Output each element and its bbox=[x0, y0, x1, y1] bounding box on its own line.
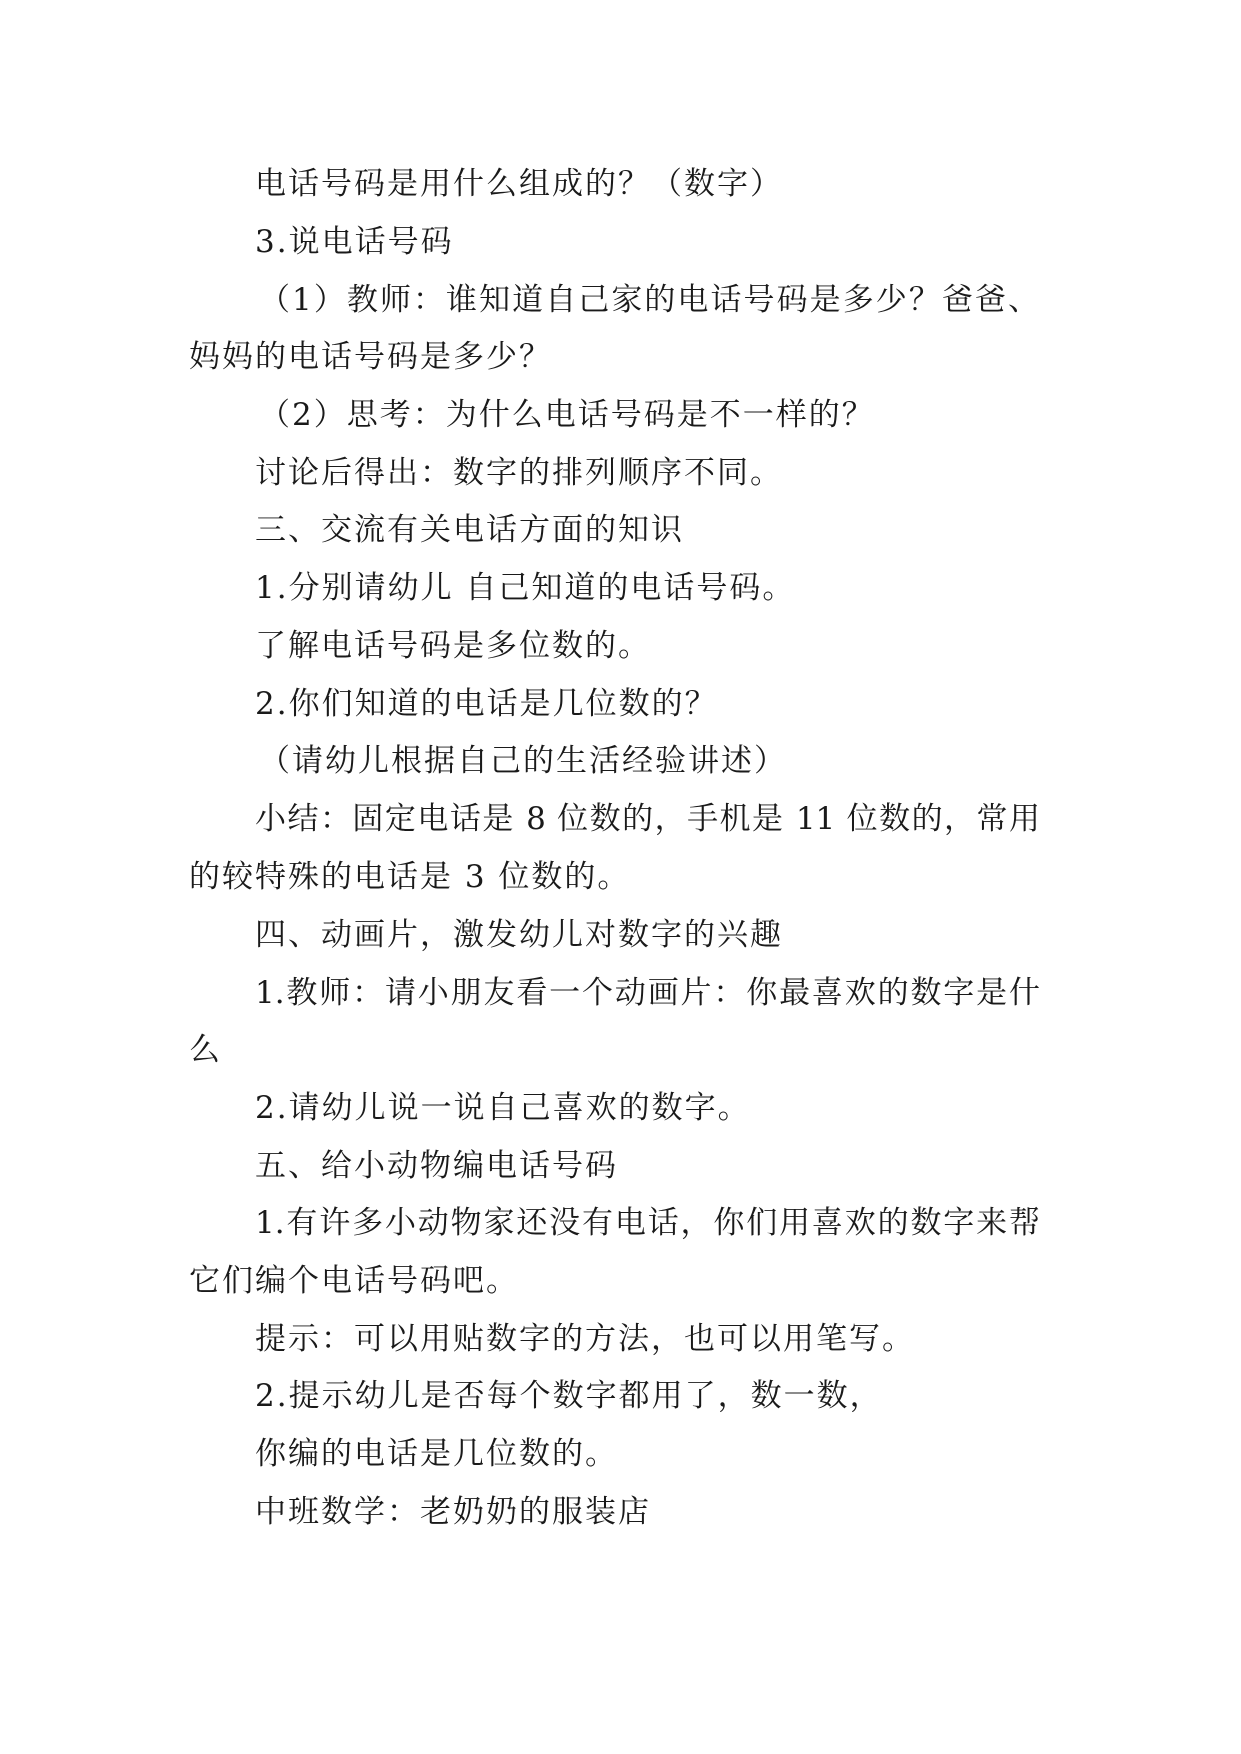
text-line: 妈妈的电话号码是多少？ bbox=[189, 339, 552, 375]
text-line: 你编的电话是几位数的。 bbox=[255, 1436, 618, 1472]
text-line: 讨论后得出：数字的排列顺序不同。 bbox=[255, 455, 783, 491]
text-line: 1.有许多小动物家还没有电话，你们用喜欢的数字来帮 bbox=[255, 1205, 1040, 1241]
text-line: 么 bbox=[189, 1032, 222, 1068]
text-line: 2.请幼儿说一说自己喜欢的数字。 bbox=[255, 1090, 751, 1126]
text-line: 小结：固定电话是 8 位数的，手机是 11 位数的，常用 bbox=[255, 801, 1040, 837]
text-line: 1.教师：请小朋友看一个动画片：你最喜欢的数字是什 bbox=[255, 975, 1040, 1011]
text-line: 3.说电话号码 bbox=[255, 224, 454, 260]
text-line: （请幼儿根据自己的生活经验讲述） bbox=[259, 743, 787, 779]
text-line: 2.你们知道的电话是几位数的？ bbox=[255, 686, 718, 722]
section-heading: 五、给小动物编电话号码 bbox=[255, 1148, 618, 1184]
text-line: 提示：可以用贴数字的方法，也可以用笔写。 bbox=[255, 1321, 915, 1357]
section-heading: 三、交流有关电话方面的知识 bbox=[255, 512, 684, 548]
text-line: 电话号码是用什么组成的？（数字） bbox=[255, 166, 783, 202]
text-line: 1.分别请幼儿 自己知道的电话号码。 bbox=[255, 570, 796, 606]
text-line: （1）教师：谁知道自己家的电话号码是多少？爸爸、 bbox=[259, 282, 1039, 318]
text-line: 的较特殊的电话是 3 位数的。 bbox=[189, 859, 631, 895]
text-line: 它们编个电话号码吧。 bbox=[189, 1263, 519, 1299]
text-line: 了解电话号码是多位数的。 bbox=[255, 628, 651, 664]
text-line: （2）思考：为什么电话号码是不一样的？ bbox=[259, 397, 875, 433]
text-line: 2.提示幼儿是否每个数字都用了，数一数， bbox=[255, 1378, 883, 1414]
section-heading: 四、动画片，激发幼儿对数字的兴趣 bbox=[255, 917, 783, 953]
section-heading: 中班数学：老奶奶的服装店 bbox=[255, 1494, 651, 1530]
